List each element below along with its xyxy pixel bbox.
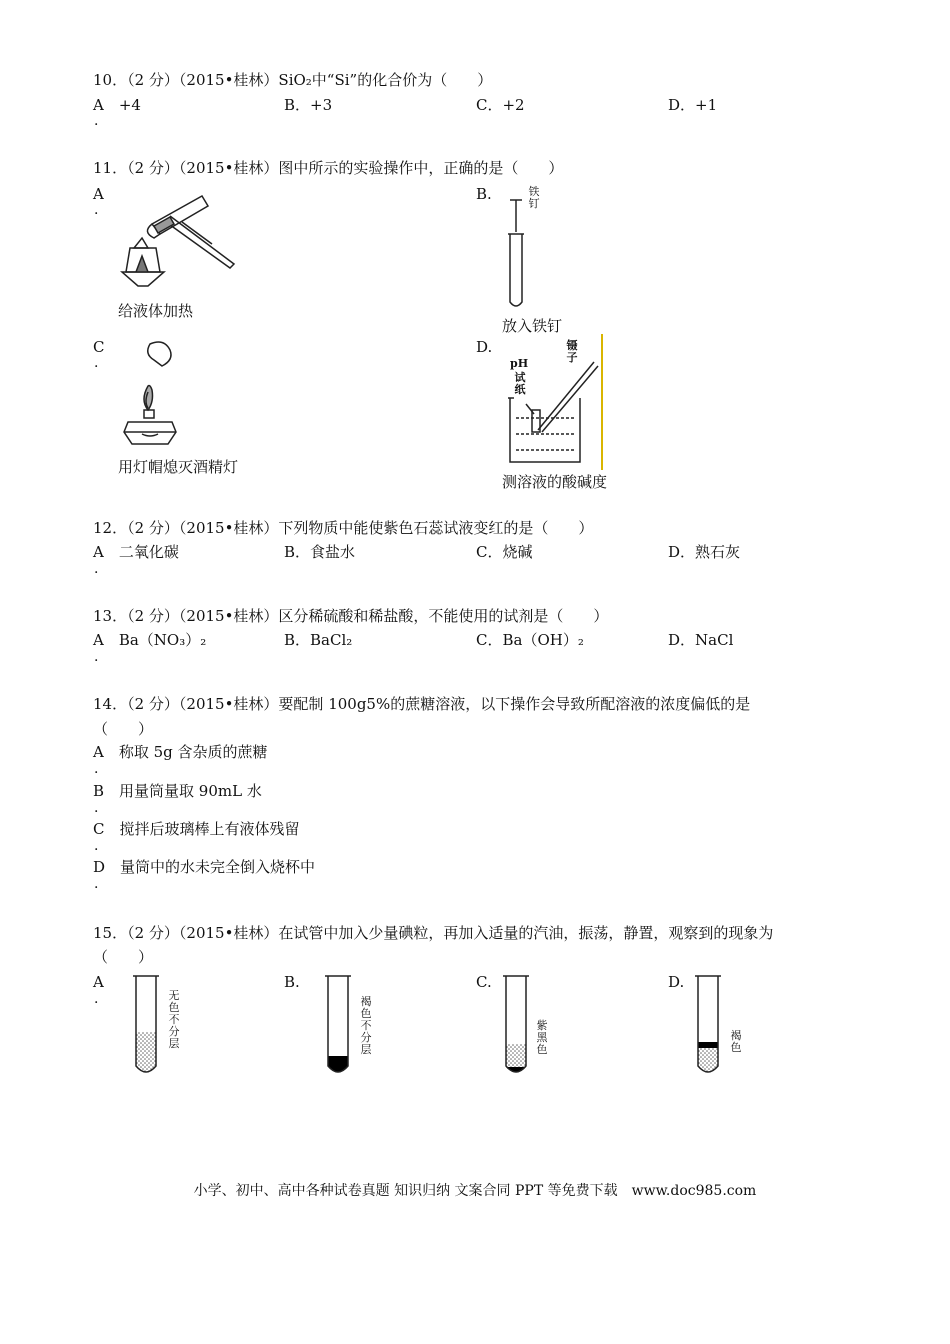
q15-letter-c: C. [476, 973, 492, 991]
q11-caption-b: 放入铁钉 [502, 317, 563, 335]
q10-option-c: C．+2 [476, 96, 525, 114]
q15-letter-b: B. [284, 973, 300, 991]
figure-heating-liquid [112, 186, 242, 296]
q11-caption-a: 给液体加热 [118, 302, 194, 320]
q13-option-b: B．BaCl₂ [284, 631, 353, 649]
option-dot: · [94, 842, 99, 858]
q15-paren: （ ） [93, 948, 154, 966]
option-dot: · [94, 995, 99, 1011]
option-dot: · [94, 765, 99, 781]
q11-caption-d: 测溶液的酸碱度 [502, 473, 608, 491]
page-footer: 小学、初中、高中各种试卷真题 知识归纳 文案合同 PPT 等免费下载 www.doc985.com [193, 1183, 757, 1199]
q13-option-c: C．Ba（OH）₂ [476, 631, 584, 649]
tube-b [322, 972, 362, 1082]
q11-letter-c: C [93, 338, 105, 356]
option-dot: · [94, 359, 99, 375]
q15-stem: 15．（2 分）（2015•桂林）在试管中加入少量碘粒，再加入适量的汽油，振荡，静置，观察到的现象为 [93, 924, 774, 942]
q13-stem: 13．（2 分）（2015•桂林）区分稀硫酸和稀盐酸，不能使用的试剂是（ ） [93, 607, 609, 625]
q11-letter-d: D. [476, 338, 493, 356]
q10-stem: 10．（2 分）（2015•桂林）SiO₂中“Si”的化合价为（ ） [93, 71, 493, 89]
tube-a-label: 无色不分层 [168, 989, 180, 1050]
fig-b-nail-label: 铁钉 [528, 185, 540, 210]
q15-letter-a: A [93, 973, 104, 991]
option-dot: · [94, 565, 99, 581]
q11-stem: 11．（2 分）（2015•桂林）图中所示的实验操作中，正确的是（ ） [93, 159, 564, 177]
tube-c-label: 紫黑色 [536, 1019, 548, 1056]
q13-option-d: D．NaCl [668, 631, 734, 649]
tube-d-label: 褐色 [730, 1029, 742, 1054]
q12-stem: 12．（2 分）（2015•桂林）下列物质中能使紫色石蕊试液变红的是（ ） [93, 519, 594, 537]
option-dot: · [94, 117, 99, 133]
q14-paren: （ ） [93, 720, 154, 738]
q13-option-a: A Ba（NO₃）₂ [93, 631, 207, 649]
tube-a [130, 972, 170, 1082]
q10-option-d: D．+1 [668, 96, 718, 114]
option-dot: · [94, 653, 99, 669]
fig-d-tweezers-label: 镊子 [566, 339, 578, 364]
option-dot: · [94, 804, 99, 820]
q10-option-a: A +4 [93, 96, 141, 114]
q12-option-a: A 二氧化碳 [93, 543, 179, 561]
fig-d-ph-label: pH [510, 357, 529, 370]
q12-option-d: D．熟石灰 [668, 543, 741, 561]
q14-option-b: B 用量筒量取 90mL 水 [93, 782, 262, 800]
tube-b-label: 褐色不分层 [360, 995, 372, 1056]
tube-d [692, 972, 732, 1082]
q12-option-b: B．食盐水 [284, 543, 356, 561]
q12-option-c: C．烧碱 [476, 543, 533, 561]
q11-caption-c: 用灯帽熄灭酒精灯 [118, 458, 239, 476]
figure-ph-test [508, 334, 608, 470]
q15-letter-d: D. [668, 973, 685, 991]
option-dot: · [94, 880, 99, 896]
q10-option-b: B．+3 [284, 96, 333, 114]
q14-option-a: A 称取 5g 含杂质的蔗糖 [93, 743, 268, 761]
q14-option-c: C 搅拌后玻璃棒上有液体残留 [93, 820, 300, 838]
q14-stem: 14．（2 分）（2015•桂林）要配制 100g5%的蔗糖溶液，以下操作会导致所配溶液的浓度偏低的是 [93, 695, 751, 713]
q11-letter-a: A [93, 185, 104, 203]
q14-option-d: D 量筒中的水未完全倒入烧杯中 [93, 858, 316, 876]
option-dot: · [94, 206, 99, 222]
q11-letter-b: B. [476, 185, 492, 203]
tube-c [500, 972, 540, 1082]
figure-alcohol-lamp [114, 338, 194, 453]
fig-d-paper-label: 试纸 [514, 371, 526, 396]
